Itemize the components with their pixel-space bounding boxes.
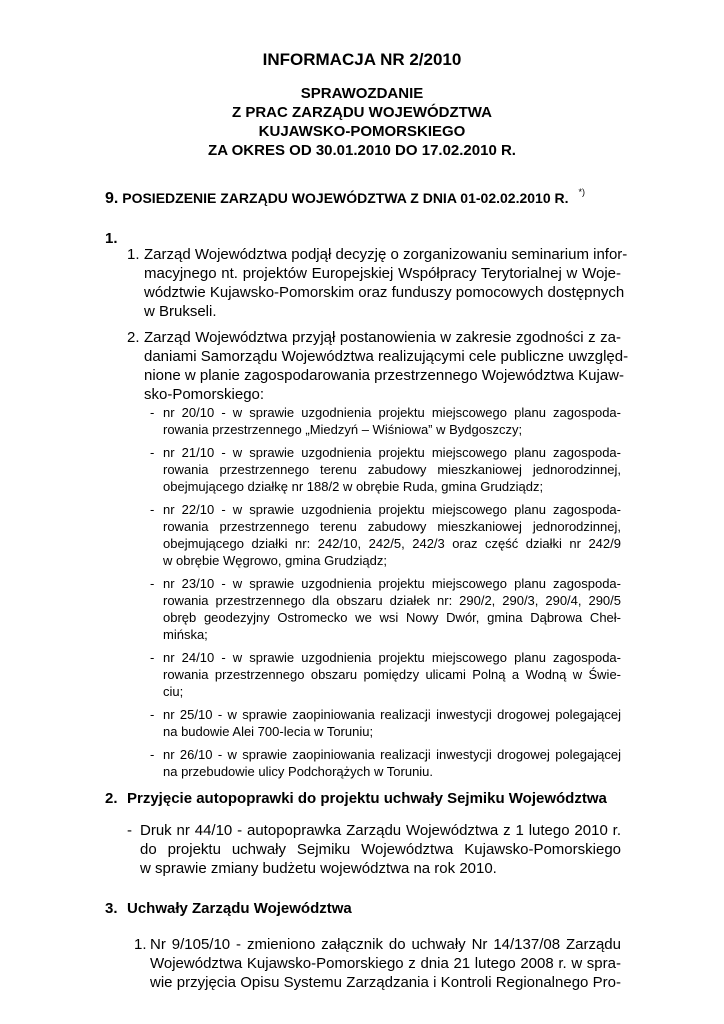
bullet-line: nr 25/10 - w sprawie zaopiniowania realizacji inwestycji drogowej polegającej (163, 707, 621, 722)
report-title-line-3: KUJAWSKO-POMORSKIEGO (258, 123, 466, 140)
section-2-line: w sprawie zmiany budżetu województwa na rok 2010. (140, 860, 497, 877)
section-2-heading: Przyjęcie autopoprawki do projektu uchwały Sejmiku Województwa (127, 790, 607, 807)
report-title-line-4: ZA OKRES OD 30.01.2010 DO 17.02.2010 R. (208, 142, 516, 159)
item-2-number: 2. (127, 329, 140, 346)
bullet-dash: - (150, 707, 155, 722)
item-1-number: 1. (127, 246, 140, 263)
bullet-line: nr 22/10 - w sprawie uzgodnienia projektu miejscowego planu zagospoda- (163, 502, 621, 517)
item-1-line: wództwie Kujawsko-Pomorskim oraz funduszy pomocowych dostępnych (144, 284, 625, 301)
item-1-line: w Brukseli. (144, 303, 217, 320)
bullet-line: nr 20/10 - w sprawie uzgodnienia projektu miejscowego planu zagospoda- (163, 405, 621, 420)
section-3-line: wie przyjęcia Opisu Systemu Zarządzania i Kontroli Regionalnego Pro- (150, 974, 621, 991)
section-2-line: do projektu uchwały Sejmiku Województwa Kujawsko-Pomorskiego (140, 841, 621, 858)
section-3-item-number: 1. (134, 936, 147, 953)
bullet-line: nr 26/10 - w sprawie zaopiniowania realizacji inwestycji drogowej polegającej (163, 747, 621, 762)
bullet-line: obejmującego działki nr: 242/10, 242/5, 242/3 oraz część działki nr 242/9 (163, 536, 621, 551)
meeting-number: 9. (105, 190, 119, 207)
bullet-line: rowania przestrzennego terenu zabudowy mieszkaniowej jednorodzinnej, (163, 519, 621, 534)
bullet-line: na przebudowie ulicy Podchorążych w Toruniu. (163, 764, 434, 779)
meeting-title: POSIEDZENIE ZARZĄDU WOJEWÓDZTWA Z DNIA 01-02.02.2010 R. (122, 190, 569, 206)
bullet-line: nr 23/10 - w sprawie uzgodnienia projektu miejscowego planu zagospoda- (163, 576, 621, 591)
bullet-line: rowania przestrzennego „Miedzyń – Wiśniowa” w Bydgoszczy; (163, 422, 523, 437)
bullet-line: obręb geodezyjny Ostromecko we wsi Nowy Dwór, gmina Dąbrowa Cheł- (163, 610, 621, 625)
bullet-line: nr 21/10 - w sprawie uzgodnienia projektu miejscowego planu zagospoda- (163, 445, 621, 460)
bullet-dash: - (127, 822, 132, 839)
bullet-dash: - (150, 747, 155, 762)
item-2-line: daniami Samorządu Województwa realizującymi cele publiczne uwzględ- (144, 348, 629, 365)
item-2-line: Zarząd Województwa przyjął postanowienia w zakresie zgodności z za- (144, 329, 621, 346)
bullet-line: rowania przestrzennego dla obszaru działek nr: 290/2, 290/3, 290/4, 290/5 (163, 593, 621, 608)
bullet-line: nr 24/10 - w sprawie uzgodnienia projektu miejscowego planu zagospoda- (163, 650, 621, 665)
bullet-line: obejmującego działkę nr 188/2 w obrębie Ruda, gmina Grudziądz; (163, 479, 544, 494)
item-1-line: Zarząd Województwa podjął decyzję o zorganizowaniu seminarium infor- (144, 246, 628, 263)
bullet-line: w obrębie Węgrowo, gmina Grudziądz; (163, 553, 387, 568)
bullet-line: rowania przestrzennego terenu zabudowy mieszkaniowej jednorodzinnej, (163, 462, 621, 477)
section-2-number: 2. (105, 790, 118, 807)
bullet-dash: - (150, 650, 155, 665)
bullet-line: ciu; (163, 684, 184, 699)
bullet-dash: - (150, 502, 155, 517)
item-2-line: sko-Pomorskiego: (144, 386, 265, 403)
bullet-dash: - (150, 576, 155, 591)
bullet-line: rowania przestrzennego obszaru pomiędzy ulicami Polną a Wodną w Świe- (163, 667, 621, 682)
item-2-line: nione w planie zagospodarowania przestrzennego Województwa Kujaw- (144, 367, 625, 384)
section-3-heading: Uchwały Zarządu Województwa (127, 900, 352, 917)
report-title-line-2: Z PRAC ZARZĄDU WOJEWÓDZTWA (232, 104, 492, 121)
item-1-line: macyjnego nt. projektów Europejskiej Współpracy Terytorialnej w Woje- (144, 265, 621, 282)
bullet-line: mińska; (163, 627, 208, 642)
document-title: INFORMACJA NR 2/2010 (262, 50, 462, 69)
bullet-dash: - (150, 445, 155, 460)
bullet-dash: - (150, 405, 155, 420)
section-3-number: 3. (105, 900, 118, 917)
report-title-line-1: SPRAWOZDANIE (300, 85, 424, 102)
section-3-line: Województwa Kujawsko-Pomorskiego z dnia 21 lutego 2008 r. w spra- (150, 955, 621, 972)
bullet-line: na budowie Alei 700-lecia w Toruniu; (163, 724, 374, 739)
meeting-heading (105, 187, 585, 208)
footnote-marker: *) (578, 187, 585, 197)
section-2-line: Druk nr 44/10 - autopoprawka Zarządu Województwa z 1 lutego 2010 r. (140, 822, 621, 839)
section-3-line: Nr 9/105/10 - zmieniono załącznik do uchwały Nr 14/137/08 Zarządu (150, 936, 621, 953)
section-1-number: 1. (105, 230, 118, 247)
